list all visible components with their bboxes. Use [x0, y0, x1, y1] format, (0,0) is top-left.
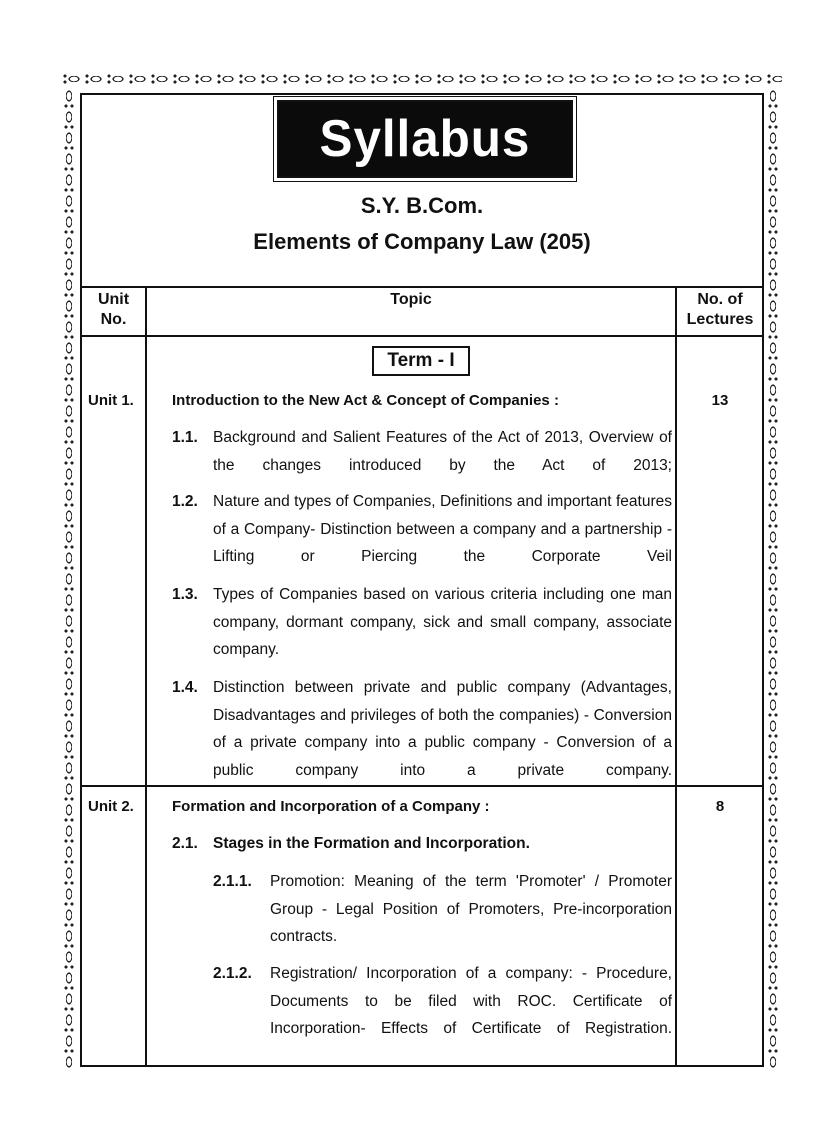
header-unit-no [82, 290, 145, 330]
item-number: 1.1. [172, 429, 198, 446]
header-no-of-lectures [677, 290, 763, 330]
unit-2-label: Unit 2. [88, 798, 134, 815]
header-bottom-rule [80, 335, 764, 337]
item-number: 2.1. [172, 835, 198, 852]
list-item [213, 868, 672, 952]
list-item [172, 830, 672, 858]
header-topic: Topic [390, 291, 432, 308]
item-text: Distinction between private and public company (Advantages, Disadvantages and privileges of both the companies) - Conversion of a private company into a public company - Conversion of a public company into a private company. [213, 679, 672, 779]
header-lectures-line1: No. of [697, 291, 743, 308]
item-text: Types of Companies based on various criteria including one man company, dormant company, sick and small company, associate company. [213, 586, 672, 658]
list-item [172, 581, 672, 665]
decorative-chain-border-left [62, 88, 76, 1068]
item-number: 2.1.1. [213, 873, 252, 890]
lectures-column-divider [675, 286, 677, 1067]
item-text: Nature and types of Companies, Definitions and important features of a Company- Distinction between a company and a partnership - Lifting or Piercing the Corporate Veil [213, 493, 672, 565]
unit-1-title: Introduction to the New Act & Concept of Companies : [172, 392, 559, 409]
item-number: 1.4. [172, 679, 198, 696]
subject-title: Elements of Company Law (205) [253, 229, 591, 254]
unit-2-lectures: 8 [715, 798, 725, 815]
course-title: S.Y. B.Com. [360, 193, 484, 218]
list-item [172, 674, 672, 786]
unit-column-divider [145, 286, 147, 1067]
unit-1-lectures: 13 [711, 392, 729, 409]
item-text: Promotion: Meaning of the term 'Promoter' / Promoter Group - Legal Position of Promoters, Pre-incorporation contracts. [270, 873, 672, 945]
banner-title: Syllabus [319, 110, 531, 168]
header-lectures-line2: Lectures [686, 311, 754, 328]
list-item [213, 960, 672, 1044]
unit-1-label: Unit 1. [88, 392, 134, 409]
item-number: 2.1.2. [213, 965, 252, 982]
list-item [172, 424, 672, 480]
header-unit-line2: No. [100, 311, 127, 328]
item-number: 1.3. [172, 586, 198, 603]
item-text: Stages in the Formation and Incorporation. [213, 835, 530, 852]
table-top-rule [80, 286, 764, 288]
unit-2-title: Formation and Incorporation of a Company : [172, 798, 490, 815]
decorative-chain-border-right [766, 88, 780, 1068]
item-text: Registration/ Incorporation of a company: - Procedure, Documents to be filed with ROC. Certificate of Incorporation- Effects of Certificate of Registration. [270, 965, 672, 1037]
header-unit-line1: Unit [97, 291, 130, 308]
syllabus-banner [277, 100, 573, 178]
term-label: Term - I [372, 346, 470, 376]
item-text: Background and Salient Features of the Act of 2013, Overview of the changes introduced by the Act of 2013; [213, 429, 672, 474]
item-number: 1.2. [172, 493, 198, 510]
decorative-chain-border-top [62, 72, 782, 86]
list-item [172, 488, 672, 572]
